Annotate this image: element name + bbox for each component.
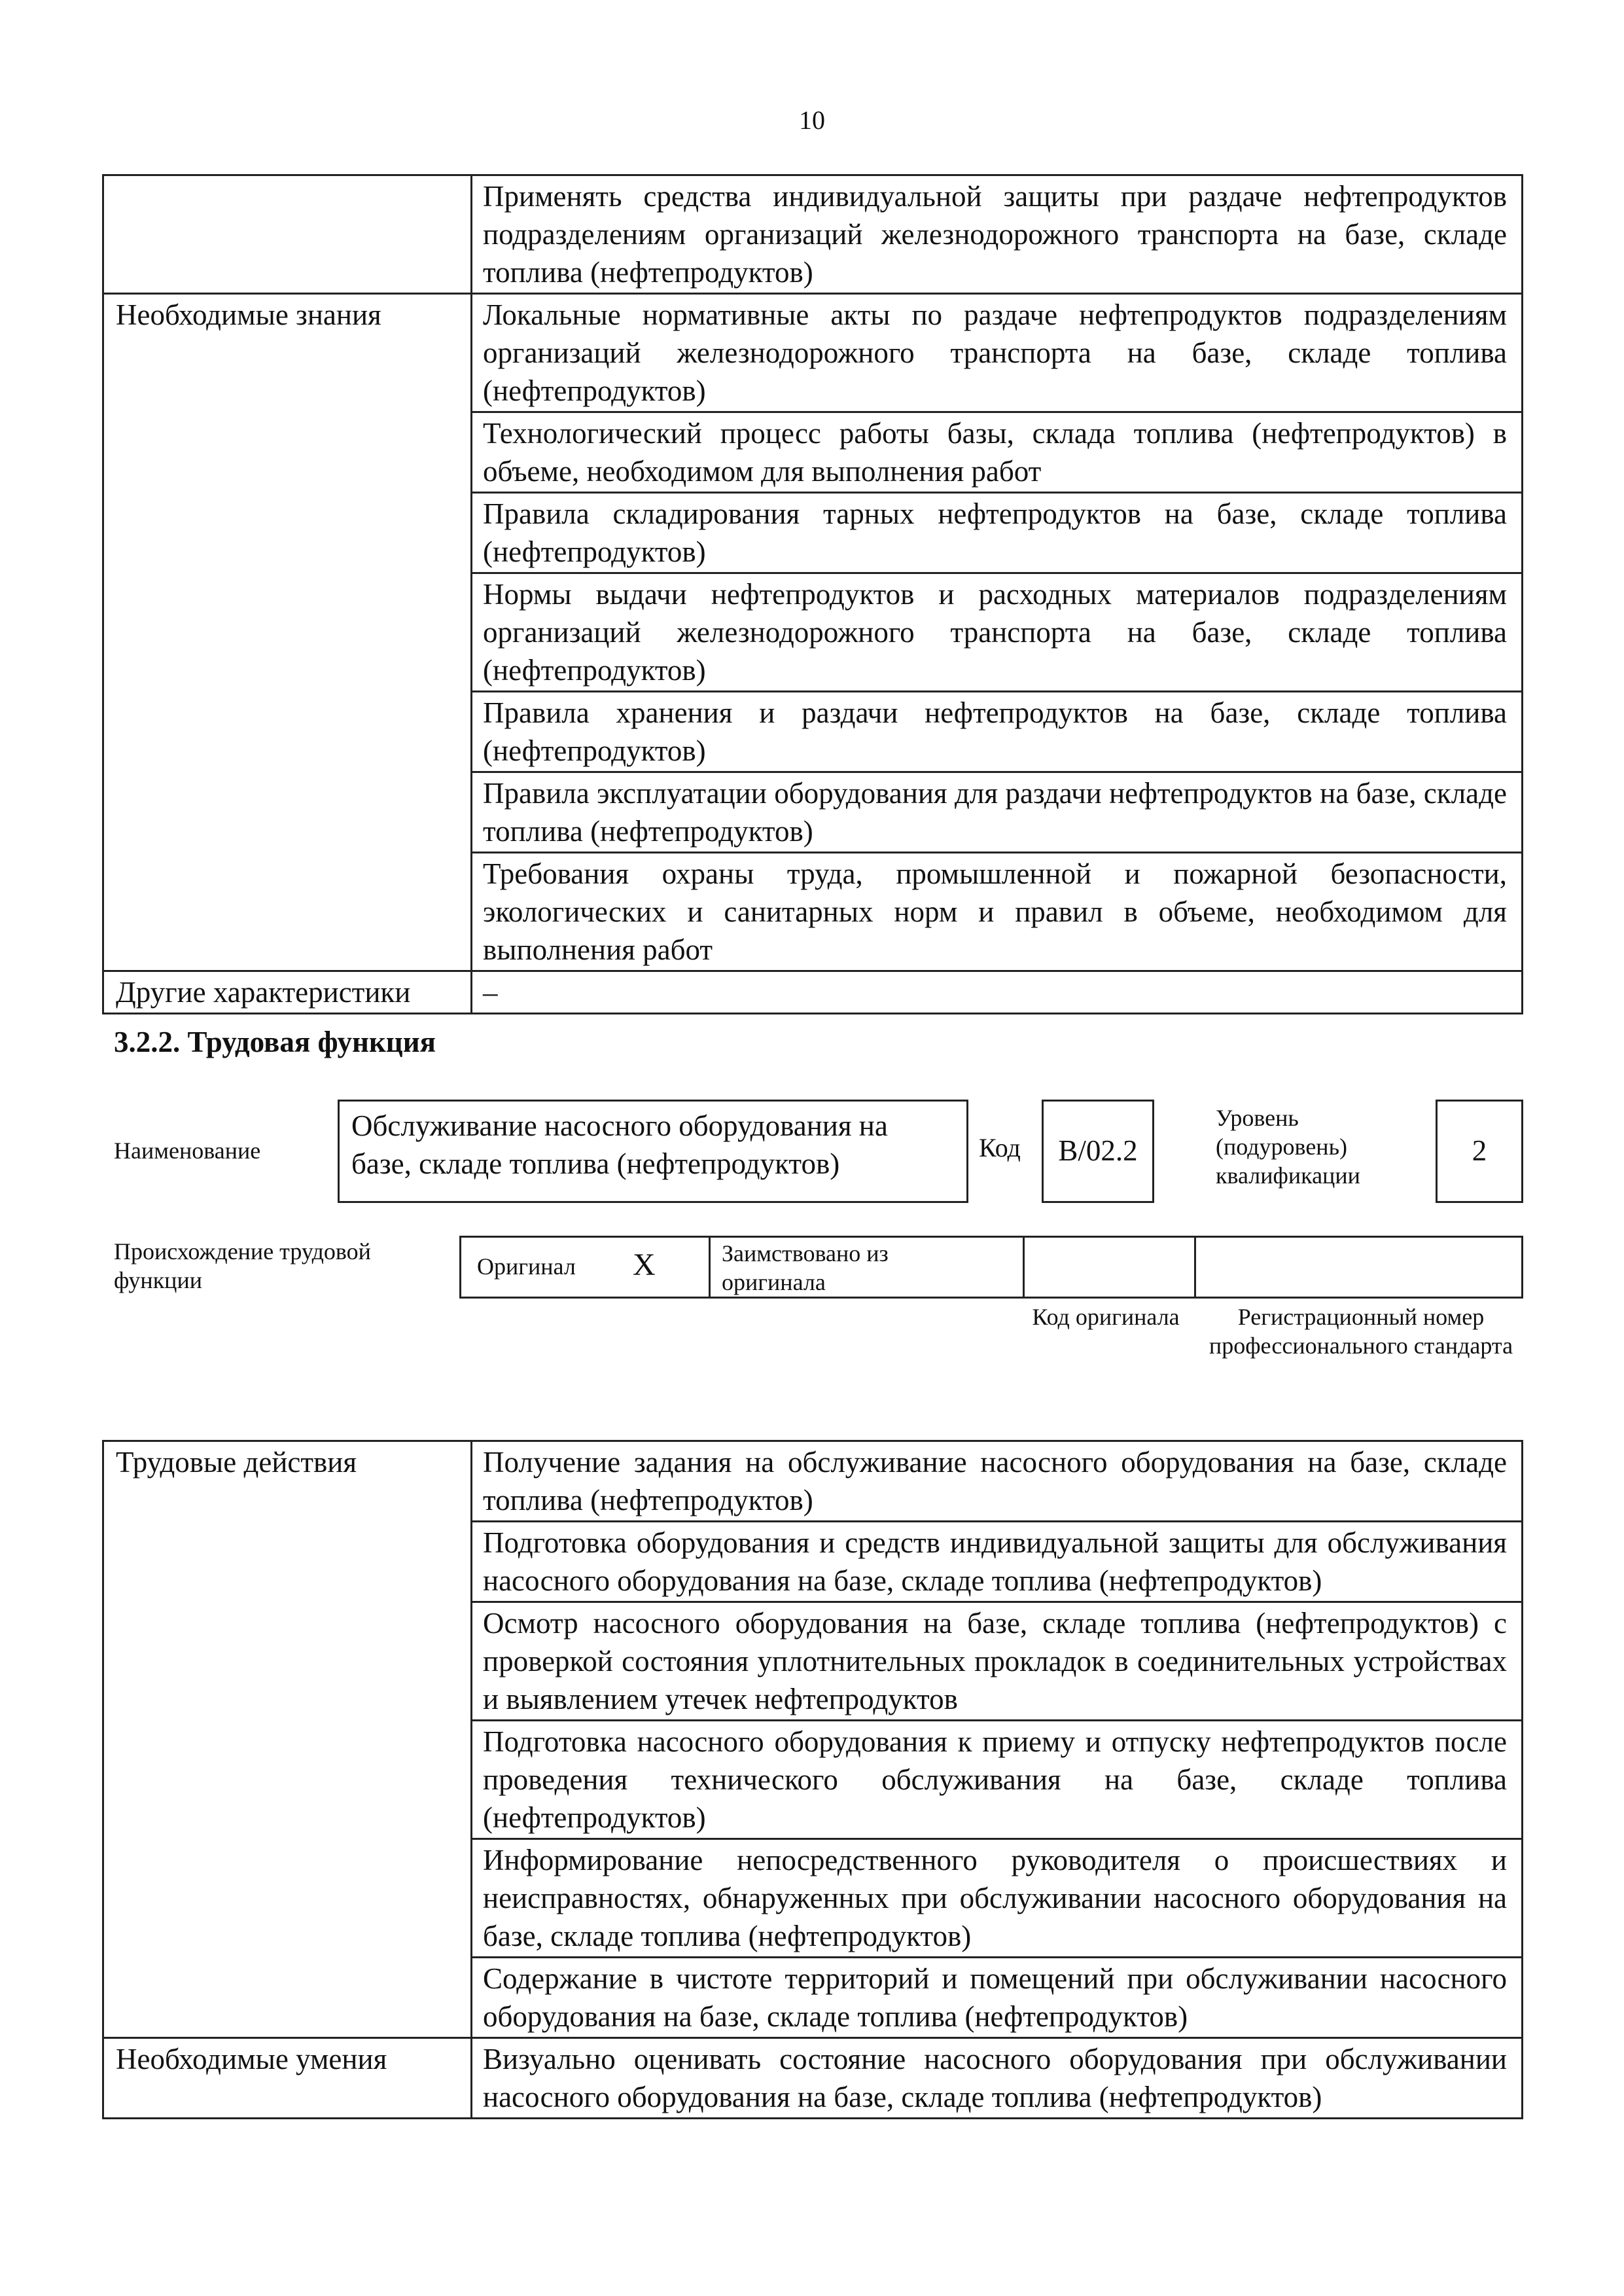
function-name-box [338, 1100, 968, 1203]
row-text: Применять средства индивидуальной защиты при раздаче нефтепродуктов подразделениям организаций железнодорожного транспорта на базе, складе топлива (нефтепродуктов) [472, 175, 1523, 294]
table-row [103, 493, 1523, 573]
row-text: Подготовка насосного оборудования к приему и отпуску нефтепродуктов после проведения технического обслуживания на базе, складе топлива (нефтепродуктов) [472, 1721, 1523, 1839]
row-label [103, 772, 472, 853]
code-label: Код [979, 1133, 1021, 1162]
row-text: – [472, 971, 1523, 1014]
row-label [103, 1839, 472, 1958]
row-label [103, 412, 472, 493]
table-row [103, 1522, 1523, 1602]
row-text: Информирование непосредственного руководителя о происшествиях и неисправностях, обнаруженных при обслуживании насосного оборудования на базе, складе топлива (нефтепродуктов) [472, 1839, 1523, 1958]
origin-row [459, 1236, 1523, 1299]
table-row [103, 294, 1523, 412]
level-value: 2 [1472, 1134, 1487, 1167]
row-label [103, 692, 472, 772]
row-text: Подготовка оборудования и средств индивидуальной защиты для обслуживания насосного оборудования на базе, складе топлива (нефтепродуктов) [472, 1522, 1523, 1602]
table-row [103, 1721, 1523, 1839]
row-text: Правила хранения и раздачи нефтепродуктов на базе, складе топлива (нефтепродуктов) [472, 692, 1523, 772]
table-row [103, 1958, 1523, 2038]
row-label: Другие характеристики [103, 971, 472, 1014]
row-label [103, 175, 472, 294]
level-box [1436, 1100, 1523, 1203]
row-text: Визуально оценивать состояние насосного оборудования при обслуживании насосного оборудования на базе, складе топлива (нефтепродуктов) [472, 2038, 1523, 2119]
row-text: Осмотр насосного оборудования на базе, складе топлива (нефтепродуктов) с проверкой состояния уплотнительных прокладок в соединительных устройствах и выявлением утечек нефтепродуктов [472, 1602, 1523, 1721]
page-number: 10 [799, 105, 825, 135]
origin-divider [709, 1238, 711, 1297]
original-mark: X [633, 1247, 656, 1282]
origin-divider [1194, 1238, 1196, 1297]
row-label [103, 573, 472, 692]
table-row [103, 175, 1523, 294]
table-row [103, 692, 1523, 772]
row-text: Локальные нормативные акты по раздаче нефтепродуктов подразделениям организаций железнодорожного транспорта на базе, складе топлива (нефтепродуктов) [472, 294, 1523, 412]
row-label [103, 1958, 472, 2038]
row-text: Нормы выдачи нефтепродуктов и расходных материалов подразделениям организаций железнодорожного транспорта на базе, складе топлива (нефтепродуктов) [472, 573, 1523, 692]
origin-code-caption: Код оригинала [1032, 1304, 1180, 1330]
table-row [103, 1441, 1523, 1522]
table-row [103, 971, 1523, 1014]
borrowed-label: Заимствовано из оригинала [722, 1240, 889, 1295]
table-row [103, 412, 1523, 493]
section-heading: 3.2.2. Трудовая функция [114, 1026, 436, 1058]
original-label: Оригинал [477, 1253, 576, 1280]
code-value: B/02.2 [1058, 1134, 1138, 1167]
row-text: Правила складирования тарных нефтепродуктов на базе, складе топлива (нефтепродуктов) [472, 493, 1523, 573]
name-label: Наименование [114, 1138, 261, 1164]
knowledge-table [102, 174, 1523, 1014]
reg-number-caption: Регистрационный номер профессионального стандарта [1209, 1304, 1513, 1359]
origin-divider [1023, 1238, 1025, 1297]
row-text: Содержание в чистоте территорий и помещений при обслуживании насосного оборудования на базе, складе топлива (нефтепродуктов) [472, 1958, 1523, 2038]
row-label [103, 853, 472, 971]
row-label [103, 1522, 472, 1602]
row-label: Необходимые знания [103, 294, 472, 412]
row-label [103, 1602, 472, 1721]
row-text: Технологический процесс работы базы, склада топлива (нефтепродуктов) в объеме, необходимом для выполнения работ [472, 412, 1523, 493]
actions-table [102, 1440, 1523, 2119]
table-row [103, 1602, 1523, 1721]
row-label: Необходимые умения [103, 2038, 472, 2119]
table-row [103, 1839, 1523, 1958]
function-name: Обслуживание насосного оборудования на базе, складе топлива (нефтепродуктов) [351, 1109, 888, 1180]
row-label [103, 1721, 472, 1839]
row-text: Требования охраны труда, промышленной и пожарной безопасности, экологических и санитарных норм и правил в объеме, необходимом для выполнения работ [472, 853, 1523, 971]
table-row [103, 772, 1523, 853]
level-label: Уровень (подуровень) квалификации [1216, 1105, 1360, 1189]
origin-label: Происхождение трудовой функции [114, 1238, 371, 1293]
row-text: Получение задания на обслуживание насосного оборудования на базе, складе топлива (нефтепродуктов) [472, 1441, 1523, 1522]
code-box [1042, 1100, 1154, 1203]
table-row [103, 2038, 1523, 2119]
table-row [103, 853, 1523, 971]
row-text: Правила эксплуатации оборудования для раздачи нефтепродуктов на базе, складе топлива (нефтепродуктов) [472, 772, 1523, 853]
table-row [103, 573, 1523, 692]
row-label: Трудовые действия [103, 1441, 472, 1522]
row-label [103, 493, 472, 573]
